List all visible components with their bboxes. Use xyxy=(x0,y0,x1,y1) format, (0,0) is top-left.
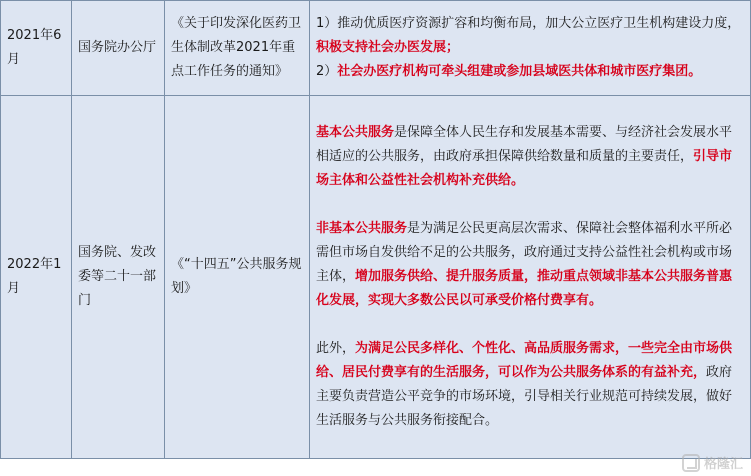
content-cell xyxy=(310,96,751,459)
paragraph-gap xyxy=(316,193,744,217)
plain-text: 1）推动优质医疗资源扩容和均衡布局，加大公立医疗卫生机构建设力度， xyxy=(316,16,741,31)
highlight-text: 引导市场主体和公益性社会机构补充供给。 xyxy=(316,149,733,188)
paragraph-gap xyxy=(316,313,744,337)
plain-text: 是保障全体人民生存和发展基本需要、与经济社会发展水平相适应的公共服务，由政府承担保障供给数量和质量的主要责任， xyxy=(316,125,733,164)
issuer-cell: 国务院、发改委等二十一部门 xyxy=(72,96,165,459)
plain-text: 此外， xyxy=(316,341,356,356)
content-paragraph xyxy=(316,121,744,193)
content-paragraph xyxy=(316,217,744,313)
date-cell: 2021年6月 xyxy=(1,1,72,96)
plain-text: 2） xyxy=(316,64,338,79)
date-cell: 2022年1月 xyxy=(1,96,72,459)
highlight-text: 积极支持社会办医发展； xyxy=(316,40,460,55)
highlight-text: 为满足公民多样化、个性化、高品质服务需求，一些完全由市场供给、居民付费享有的生活服务，可以作为公共服务体系的有益补充， xyxy=(316,341,733,380)
content-paragraph xyxy=(316,337,744,433)
watermark-text: 格隆汇 xyxy=(703,457,743,472)
content-paragraph xyxy=(316,60,744,84)
issuer-cell: 国务院办公厅 xyxy=(72,1,165,96)
highlight-text: 社会办医疗机构可牵头组建或参加县域医共体和城市医疗集团。 xyxy=(337,64,702,79)
document-cell: 《“十四五”公共服务规划》 xyxy=(165,96,310,459)
highlight-text: 非基本公共服务 xyxy=(316,221,408,236)
highlight-text: 基本公共服务 xyxy=(316,125,395,140)
document-cell: 《关于印发深化医药卫生体制改革2021年重点工作任务的通知》 xyxy=(165,1,310,96)
plain-text: 政府主要负责营造公平竞争的市场环境，引导相关行业规范可持续发展，做好生活服务与公共服务衔接配合。 xyxy=(316,365,733,428)
plain-text: 是为满足公民更高层次需求、保障社会整体福利水平所必需但市场自发供给不足的公共服务，政府通过支持公益性社会机构或市场主体， xyxy=(316,221,733,284)
content-paragraph xyxy=(316,12,744,60)
table-row xyxy=(1,1,751,96)
content-cell xyxy=(310,1,751,96)
table-row xyxy=(1,96,751,459)
highlight-text: 增加服务供给、提升服务质量，推动重点领域非基本公共服务普惠化发展，实现大多数公民以可承受价格付费享有。 xyxy=(316,269,733,308)
